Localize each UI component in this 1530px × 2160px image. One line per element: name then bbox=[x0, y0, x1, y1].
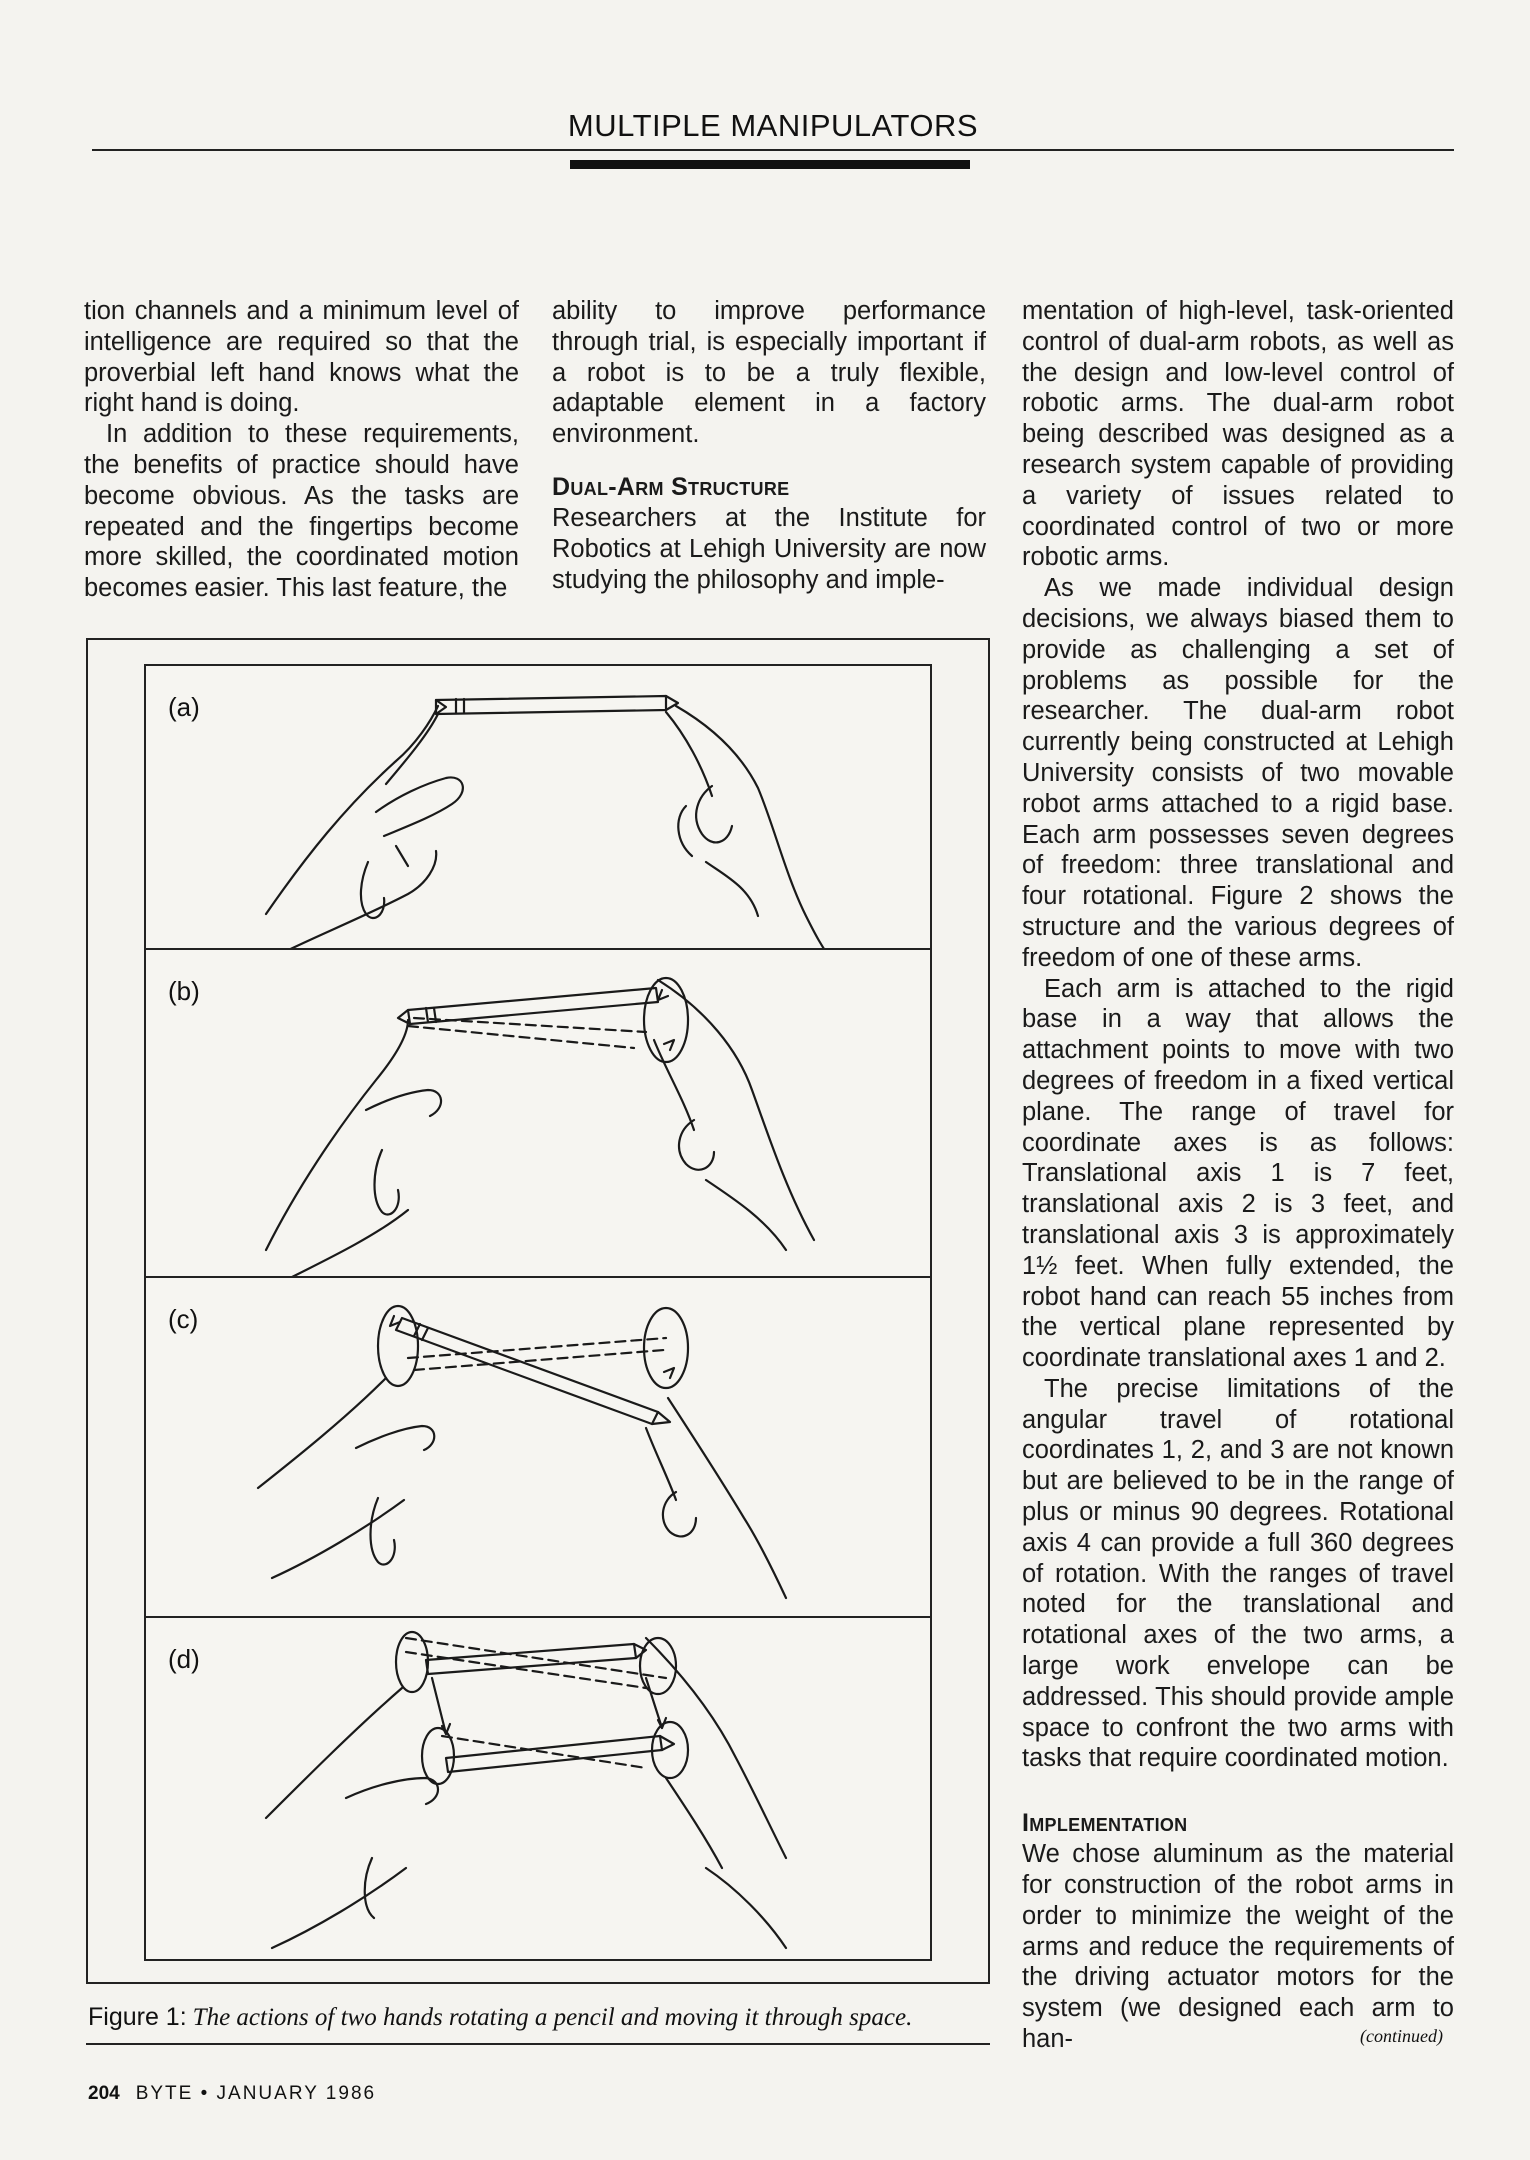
hands-holding-pencil-illustration bbox=[146, 666, 930, 970]
panel-label: (c) bbox=[168, 1304, 199, 1334]
figure-caption bbox=[88, 2003, 912, 2032]
paragraph: In addition to these requirements, the benefits of practice should have become obvious. As the tasks are repeated and the fingertips become more skilled, the coordinated motion becomes easier. This last feature, the bbox=[84, 420, 519, 603]
figure-panel-d bbox=[144, 1616, 932, 1961]
panel-label: (d) bbox=[168, 1644, 200, 1674]
figure-caption-text: The actions of two hands rotating a pencil and moving it through space. bbox=[192, 2004, 913, 2031]
paragraph: The precise limitations of the angular travel of rotational coordinates 1, 2, and 3 are not known but are believed to be in the range of plus or minus 90 degrees. Rotational axis 4 can provide a full 360 degrees of rotation. With the ranges of travel noted for the translational and rotational axes of the two arms, a large work envelope can be addressed. This should provide ample space to confront the two arms with tasks that require coordinated motion. bbox=[1022, 1374, 1454, 1773]
paragraph: Each arm is attached to the rigid base in a way that allows the attachment points to move with two degrees of freedom in a fixed vertical plane. The range of travel for coordinate axes is as follows: Translational axis 1 is 7 feet, translational axis 2 is 3 feet, and translational axis 3 is approximately 1½ feet. When fully extended, the robot hand can reach 55 inches from the vertical plane represented by coordinate translational axes 1 and 2. bbox=[1022, 974, 1454, 1373]
header-rule bbox=[92, 149, 1454, 151]
section-heading-dual-arm-structure: Dual-Arm Structure bbox=[552, 472, 790, 501]
column-1 bbox=[84, 296, 519, 604]
paragraph: As we made individual design decisions, we always biased them to provide as challenging a set of problems as possible for the researcher. The dual-arm robot currently being constructed at Lehigh University consists of two movable robot arms attached to a rigid base. Each arm possesses seven degrees of freedom: three translational and four rotational. Figure 2 shows the structure and the various degrees of freedom of one of these arms. bbox=[1022, 574, 1454, 972]
paragraph: We chose aluminum as the material for construction of the robot arms in order to minimize the weight of the arms and reduce the requirements of the driving actuator motors for the system (we designed each arm to han- bbox=[1022, 1840, 1454, 2054]
figure-caption-label: Figure 1: bbox=[88, 2003, 187, 2031]
caption-rule bbox=[86, 2043, 990, 2045]
column-2 bbox=[552, 296, 986, 595]
paragraph: mentation of high-level, task-oriented control of dual-arm robots, as well as the design and low-level control of robotic arms. The dual-arm robot being described was designed as a research system capable of providing a variety of issues related to coordinated control of two or more robotic arms. bbox=[1022, 297, 1454, 572]
publication-line: BYTE • JANUARY 1986 bbox=[135, 2083, 377, 2104]
hands-translating-pencil-illustration bbox=[146, 1618, 930, 1959]
figure-panel-a bbox=[144, 664, 932, 972]
page-footer bbox=[88, 2083, 376, 2105]
hands-rotating-pencil-illustration bbox=[146, 950, 930, 1276]
panel-label: (b) bbox=[168, 976, 200, 1006]
continued-note: (continued) bbox=[1360, 2026, 1443, 2046]
figure-panel-c bbox=[144, 1276, 932, 1618]
section-heading-implementation: Implementation bbox=[1022, 1809, 1188, 1838]
page-number: 204 bbox=[88, 2083, 120, 2104]
column-3 bbox=[1022, 296, 1454, 2055]
running-head: MULTIPLE MANIPULATORS bbox=[567, 108, 979, 143]
panel-label: (a) bbox=[168, 692, 200, 722]
paragraph: Researchers at the Institute for Robotics at Lehigh University are now studying the philosophy and imple- bbox=[552, 503, 986, 594]
figure-1 bbox=[86, 638, 990, 1984]
paragraph: ability to improve performance through trial, is especially important if a robot is to be a truly flexible, adaptable element in a factory environment. bbox=[552, 297, 986, 449]
hands-tilting-pencil-illustration bbox=[146, 1278, 930, 1616]
header-bar bbox=[570, 160, 970, 169]
figure-panel-b bbox=[144, 948, 932, 1278]
paragraph: tion channels and a minimum level of intelligence are required so that the proverbial left hand knows what the right hand is doing. bbox=[84, 297, 519, 418]
